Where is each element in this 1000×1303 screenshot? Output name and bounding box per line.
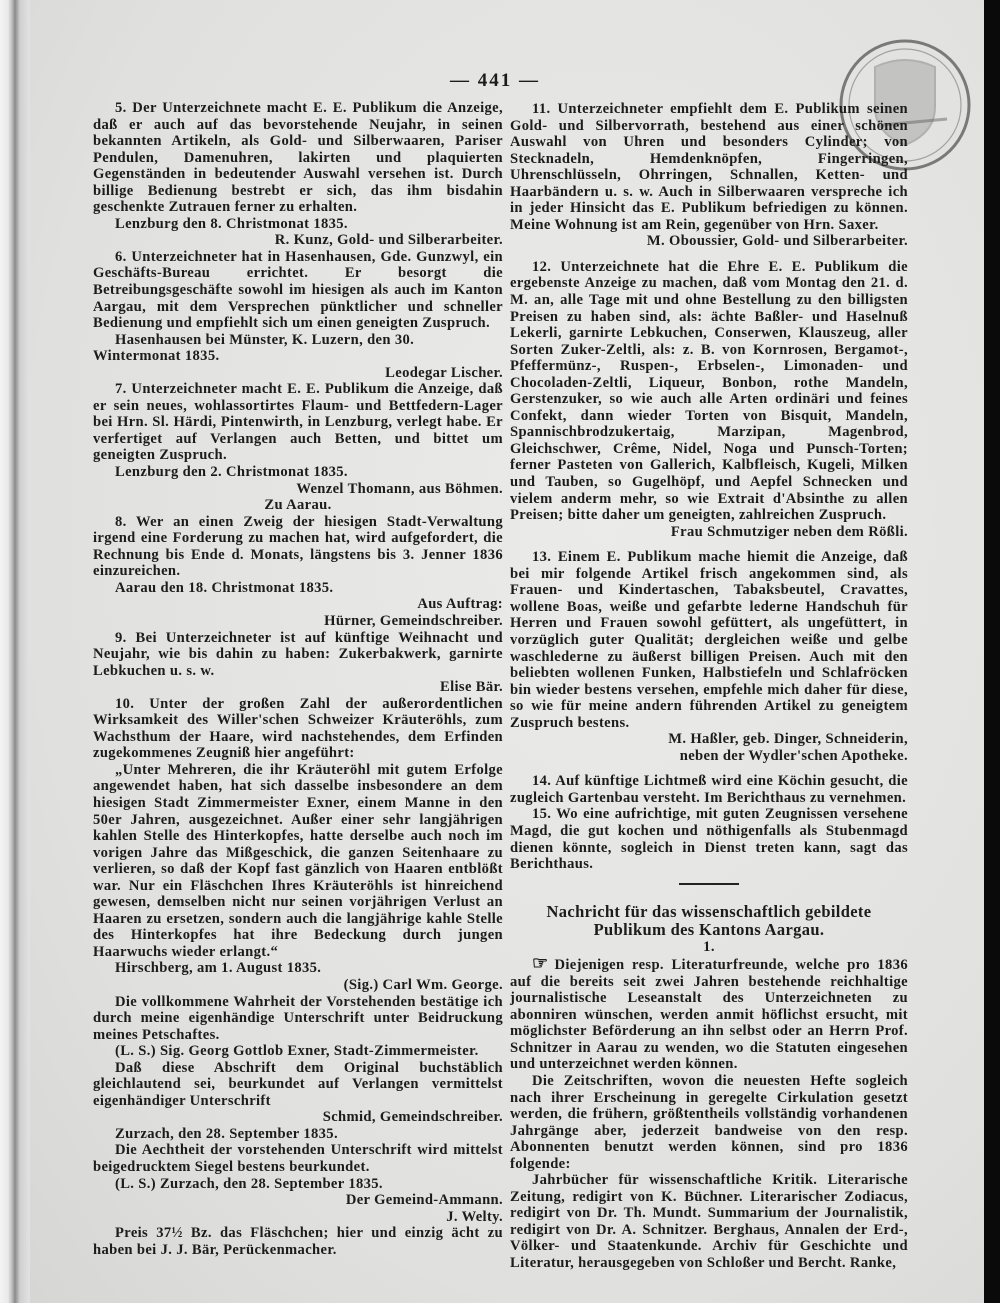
section-divider — [679, 883, 739, 885]
signature-line: Aus Auftrag: — [417, 596, 503, 613]
signature-line: (Sig.) Carl Wm. George. — [343, 976, 503, 993]
ad-paragraph: 9. Bei Unterzeichneter ist auf künftige Weihnacht und Neujahr, wie bis dahin zu haben: Zukerbakwerk, garnirte Lebkuchen u. s. w. — [93, 629, 503, 679]
signature-line: J. Welty. — [446, 1208, 503, 1225]
ad-paragraph: 8. Wer an einen Zweig der hiesigen Stadt-Verwaltung irgend eine Forderung zu machen hat, wird aufgefordert, die Rechnung bis Ende d. Monats, längstens bis 3. Jenner 1836 einzureichen. — [93, 513, 503, 580]
place-date-line: Zurzach, den 28. September 1835. — [115, 1125, 338, 1142]
signature-line: M. Oboussier, Gold- und Silberarbeiter. — [646, 233, 908, 250]
section-heading: Nachricht für das wissenschaftlich gebildete Publikum des Kantons Aargau. — [546, 901, 872, 939]
page-number: — 441 — — [450, 70, 540, 91]
centered-line: 1. — [703, 938, 715, 955]
signature-line: Frau Schmutziger neben dem Rößli. — [670, 523, 908, 540]
ad-paragraph: 7. Unterzeichneter macht E. E. Publikum die Anzeige, daß er sein neues, wohlassortirtes Flaum- und Bettfedern-Lager bei Hrn. Sl. Härdi, Pintenwirth, in Lenzburg, verlegt habe. Er verfertiget auf Verlangen auch Betten, und bittet um geneigten Zuspruch. — [93, 381, 503, 464]
signature-line: Hürner, Gemeindschreiber. — [324, 612, 503, 629]
seal-line: (L. S.) Sig. Georg Gottlob Exner, Stadt-Zimmermeister. — [115, 1043, 479, 1060]
ad-paragraph: Die Aechtheit der vorstehenden Unterschrift wird mittelst beigedrucktem Siegel bestens beurkundet. — [93, 1142, 503, 1175]
place-date-line: Lenzburg den 2. Christmonat 1835. — [115, 464, 348, 481]
seal-line: (L. S.) Zurzach, den 28. September 1835. — [115, 1175, 383, 1192]
place-date-line: Aarau den 18. Christmonat 1835. — [115, 579, 334, 596]
ad-paragraph: 5. Der Unterzeichnete macht E. E. Publikum die Anzeige, daß er auch auf das bevorstehende Neujahr, in seinen bekannten Artikeln, als Gold- und Silberwaaren, Pariser Pendulen, Damenuhren, lakirten und plaquierten Gegenständen in bedeutender Auswahl versehen ist. Durch billige Bedienung bestrebt er sich, das ihm bisdahin geschenkte Zutrauen ferner zu erhalten. — [93, 100, 503, 216]
ad-paragraph: Daß diese Abschrift dem Original buchstäblich gleichlautend sei, beurkundet auf Verlangen vermittelst eigenhändiger Unterschrift — [93, 1059, 503, 1109]
pointing-hand-icon: ☞ — [532, 953, 549, 974]
ad-paragraph: Jahrbücher für wissenschaftliche Kritik. Literarische Zeitung, redigirt von K. Büchner. Literarischer Zodiacus, redigirt von Dr. Th. Mundt. Summarium der Journalistik, redigirt von Dr. A. Schnitzer. Berghaus, Annalen der Erd-, Völker- und Staatenkunde. Archiv für Geschichte und Literatur, herausgegeben von Schloßer und Bercht. Ranke, — [510, 1172, 908, 1271]
signature-line: Der Gemeind-Ammann. — [345, 1192, 503, 1209]
ad-paragraph: 12. Unterzeichnete hat die Ehre E. E. Publikum die ergebenste Anzeige zu machen, daß vom Montag den 21. d. M. an, alle Tage mit und ohne Bestellung zu den billigsten Preisen zu haben sind, als: ächte Baßler- und Haselnuß Lekerli, garnirte Lebkuchen, Conserwen, Klauszeug, aller Sorten Zuker-Zeltli, als: z. B. von Kornrosen, Bergamot-, Pfeffermünz-, Ruspen-, Erbselen-, Limonaden- und Chocoladen-Zeltli, Liqueur, Bonbon, rothe Mandeln, Gerstenzuker, so wie auch alle Arten ordinäri und feines Confekt, dann wieder Torten von Bisquit, Mandeln, Spannischbrodzukertaig, Marzipan, Magenbrod, Gleichschwer, Crême, Nidel, Noga und Punsch-Torten; ferner Pasteten von Gallerich, Kalbfleisch, Kugeli, Milken und Tauben, so Gugelhöpf, und Aepfel Schnecken und vielem anderm mehr, so wie Extrait d'Absinthe zu allen Preisen; bitte daher um geneigten, zahlreichen Zuspruch. — [510, 258, 908, 524]
signature-line: R. Kunz, Gold- und Silberarbeiter. — [274, 232, 503, 249]
right-column — [510, 101, 908, 1272]
signature-line: Wenzel Thomann, aus Böhmen. — [296, 480, 503, 497]
ad-paragraph: Die Zeitschriften, wovon die neuesten Hefte sogleich nach ihrer Erscheinung in geregelte Cirkulation gesetzt werden, die frühern, größtentheils vollständig vorhandenen Jahrgänge aber, jederzeit bandweise von den resp. Abonnenten benutzt werden können, sind pro 1836 folgende: — [510, 1072, 908, 1172]
spacer — [510, 540, 908, 549]
paragraph-text: Diejenigen resp. Literaturfreunde, welche pro 1836 auf die bereits seit zwei Jahren bestehende reichhaltige journalistische Leseanstalt des Unterzeichneten zu abonniren wünschen, werden anmit höflichst ersucht, mit möglichster Beförderung an ihn selbst oder an Herrn Prof. Schnitzer in Aarau zu wenden, wo die Statuten eingesehen und unterzeichnet werden können. — [510, 957, 908, 1073]
ad-paragraph: 11. Unterzeichneter empfiehlt dem E. Publikum seinen Gold- und Silbervorrath, bestehend aus einer schönen Auswahl von Uhren und besonders Cylinder; von Stecknadeln, Hemdenknöpfen, Fingerringen, Uhrenschlüsseln, Ohrringen, Schnallen, Ketten- und Haarbändern u. s. w. Auch in Silberwaaren verspreche ich in jeder Hinsicht das E. Publikum befriedigen zu können. Meine Wohnung ist am Rein, gegenüber von Hrn. Saxer. — [510, 101, 908, 233]
ad-paragraph: „Unter Mehreren, die ihr Kräuteröhl mit gutem Erfolge angewendet haben, hat sich dasselbe insbesondere an dem hiesigen Stadt Zimmermeister Exner, einem Manne in den 50er Jahren, ausgezeichnet. Außer einer sehr langjährigen kahlen Stelle des Hinterkopfes, hatte derselbe auch noch im vorigen Jahre das Mißgeschick, die ganzen Seitenhaare zu verlieren, so daß der Kopf fast gänzlich von Haaren entblößt war. Nur ein Fläschchen Ihres Kräuteröhls ist hinreichend gewesen, demselben nicht nur seinen vorjährigen Verlust an Haaren zu ersetzen, sondern auch die langjährige kahle Stelle des Hinterkopfes hat ihre Bedeckung durch jungen Haarwuchs wieder erlangt.“ — [93, 761, 503, 960]
place-date-line: Hirschberg, am 1. August 1835. — [115, 960, 322, 977]
signature-line: Schmid, Gemeindschreiber. — [322, 1109, 503, 1126]
place-date-line: Lenzburg den 8. Christmonat 1835. — [115, 215, 348, 232]
page-binding — [0, 0, 30, 1303]
left-column — [93, 100, 503, 1258]
signature-line: Leodegar Lischer. — [385, 364, 503, 381]
spacer — [510, 250, 908, 259]
ad-paragraph: Die vollkommene Wahrheit der Vorstehenden bestätige ich durch meine eigenhändige Unterschrift unter Beidruckung meines Petschaftes. — [93, 993, 503, 1043]
spacer — [510, 764, 908, 773]
ad-paragraph: 15. Wo eine aufrichtige, mit guten Zeugnissen versehene Magd, die gut kochen und nöthigenfalls als Stubenmagd dienen könnte, sogleich in Dienst treten kann, sagt das Berichthaus. — [510, 806, 908, 873]
ad-paragraph: Preis 37½ Bz. das Fläschchen; hier und einzig ächt zu haben bei J. J. Bär, Perückenmacher. — [93, 1225, 503, 1258]
place-date-line: Hasenhausen bei Münster, K. Luzern, den 30. Wintermonat 1835. — [93, 331, 415, 365]
signature-line: Elise Bär. — [440, 679, 503, 696]
ad-paragraph: 13. Einem E. Publikum mache hiemit die Anzeige, daß bei mir folgende Artikel frisch angekommen sind, als Frauen- und Kindertaschen, Tabaksbeutel, Cravattes, wollene Boas, weiße und gefarbte lederne Handschuh für Herren und Frauen sowohl gefüttert, als ungefüttert, in vorzüglich guter Qualität; dergleichen weiße und gelbe waschlederne zu äußerst billigen Preisen. Auch mit den beliebten wollenen Funken, Halbstiefeln und Schlafröcken bin wieder bestens versehen, empfehle mich daher für diese, so wie für meine andern führenden Artikel zu geneigtem Zuspruch bestens. — [510, 549, 908, 731]
ad-paragraph: 6. Unterzeichneter hat in Hasenhausen, Gde. Gunzwyl, ein Geschäfts-Bureau errichtet. Er besorgt die Betreibungsgeschäfte sowohl im hiesigen als auch im Kanton Aargau, mit dem Versprechen pünktlicher und schneller Bedienung und empfiehlt sich um einen geneigten Zuspruch. — [93, 248, 503, 332]
ad-paragraph: 10. Unter der großen Zahl der außerordentlichen Wirksamkeit des Willer'schen Schweizer Kräuteröhls, zum Wachsthum der Haare, wird nachstehendes, dem Erfinden zugekommenes Zeugniß hier angeführt: — [93, 695, 503, 762]
signature-line: M. Haßler, geb. Dinger, Schneiderin, — [668, 731, 908, 748]
ad-paragraph: 14. Auf künftige Lichtmeß wird eine Köchin gesucht, die zugleich Gartenbau versteht. Im Berichthaus zu vernehmen. — [510, 773, 908, 806]
scan-edge — [984, 0, 1000, 1303]
centered-line: Zu Aarau. — [264, 497, 332, 514]
signature-line: neben der Wydler'schen Apotheke. — [679, 747, 908, 764]
notice-paragraph — [510, 955, 908, 1073]
